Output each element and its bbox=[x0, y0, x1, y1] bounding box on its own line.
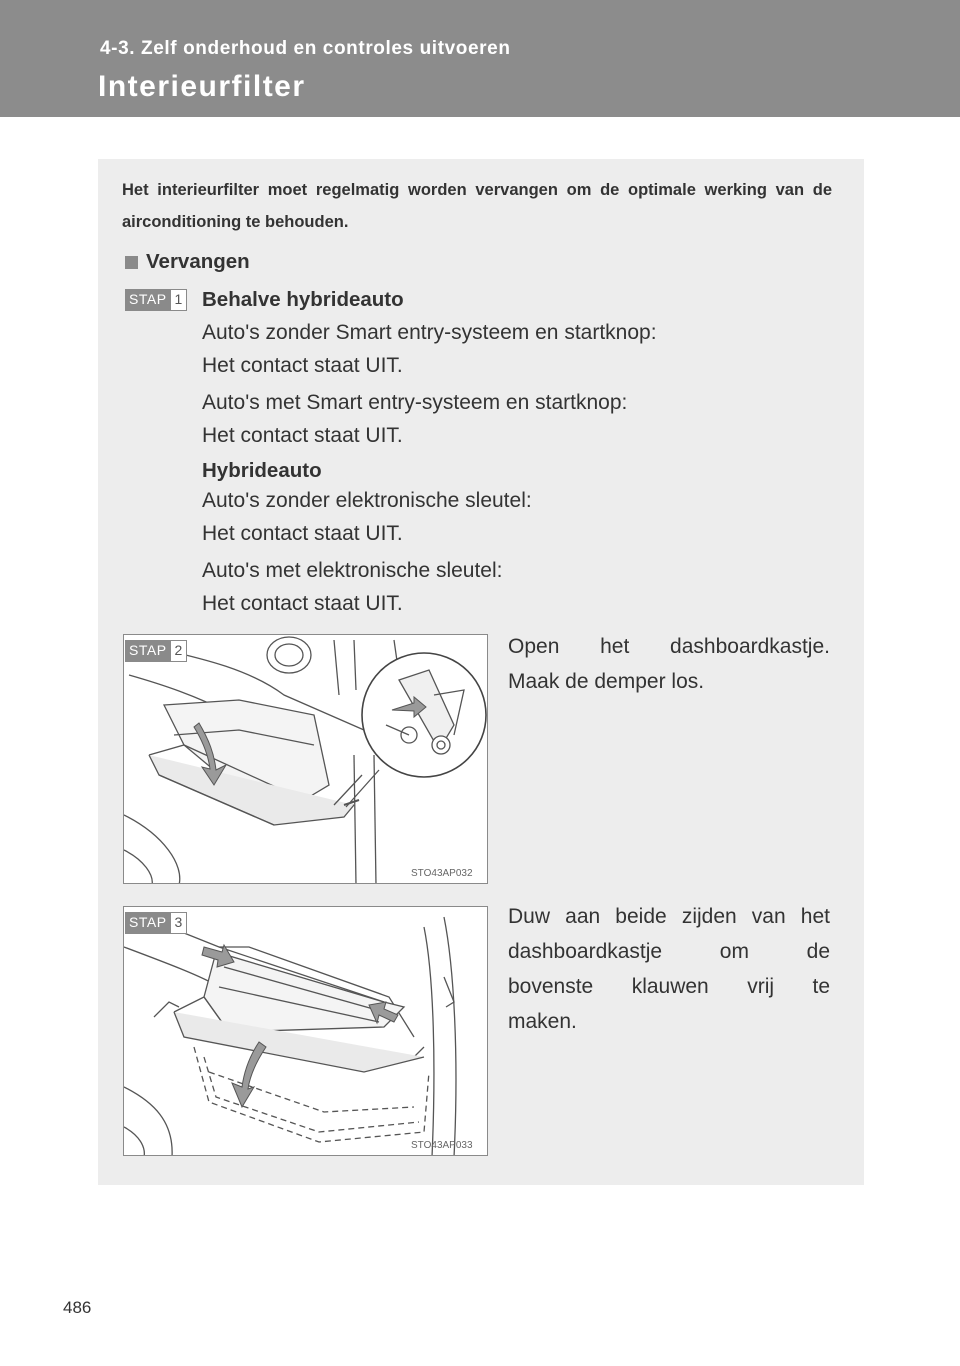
page-number: 486 bbox=[63, 1298, 92, 1317]
glovebox-open-illustration bbox=[124, 635, 488, 884]
subheading-label: Vervangen bbox=[146, 250, 250, 273]
step-badge-label: STAP bbox=[126, 290, 171, 310]
glovebox-release-illustration bbox=[124, 907, 488, 1156]
step-badge-number: 1 bbox=[171, 290, 187, 310]
step-1-line: Auto's met Smart entry-systeem en startknop: bbox=[202, 391, 628, 414]
step-1-line: Het contact staat UIT. bbox=[202, 354, 403, 377]
hybrid-heading: Hybrideauto bbox=[202, 459, 322, 482]
step-3-line: maken. bbox=[508, 1010, 577, 1033]
step-1-line: Auto's met elektronische sleutel: bbox=[202, 559, 503, 582]
step-3-line: dashboardkastje om de bbox=[508, 940, 830, 963]
subheading-replace bbox=[125, 250, 250, 274]
step-1-line: Het contact staat UIT. bbox=[202, 592, 403, 615]
intro-paragraph: Het interieurfilter moet regelmatig worden vervangen om de optimale werking van de airconditioning te behouden. bbox=[122, 181, 832, 231]
step-3-line: Duw aan beide zijden van het bbox=[508, 905, 830, 928]
step-1-line: Auto's zonder elektronische sleutel: bbox=[202, 489, 532, 512]
step-3-text bbox=[508, 899, 830, 1039]
non-hybrid-heading: Behalve hybrideauto bbox=[202, 288, 404, 311]
step-1-line: Het contact staat UIT. bbox=[202, 424, 403, 447]
step-2-badge bbox=[125, 640, 187, 662]
step-badge-label: STAP bbox=[126, 641, 171, 661]
step-2-line: Open het dashboardkastje. bbox=[508, 635, 830, 658]
step-3-badge bbox=[125, 912, 187, 934]
step-2-text bbox=[508, 629, 830, 699]
chapter-header bbox=[0, 0, 960, 117]
step-badge-label: STAP bbox=[126, 913, 171, 933]
step-badge-number: 3 bbox=[171, 913, 187, 933]
step-2-line: Maak de demper los. bbox=[508, 670, 705, 693]
illustration-code: STO43AP033 bbox=[411, 1140, 473, 1151]
step-1-line: Auto's zonder Smart entry-systeem en startknop: bbox=[202, 321, 657, 344]
step-1-line: Het contact staat UIT. bbox=[202, 522, 403, 545]
section-title: 4-3. Zelf onderhoud en controles uitvoeren bbox=[100, 38, 511, 59]
step-1-badge bbox=[125, 289, 187, 311]
step-badge-number: 2 bbox=[171, 641, 187, 661]
step-3-illustration bbox=[123, 906, 488, 1156]
step-2-illustration bbox=[123, 634, 488, 884]
square-bullet-icon bbox=[125, 256, 138, 269]
page-title: Interieurfilter bbox=[98, 70, 306, 103]
step-3-line: bovenste klauwen vrij te bbox=[508, 975, 830, 998]
illustration-code: STO43AP032 bbox=[411, 868, 473, 879]
